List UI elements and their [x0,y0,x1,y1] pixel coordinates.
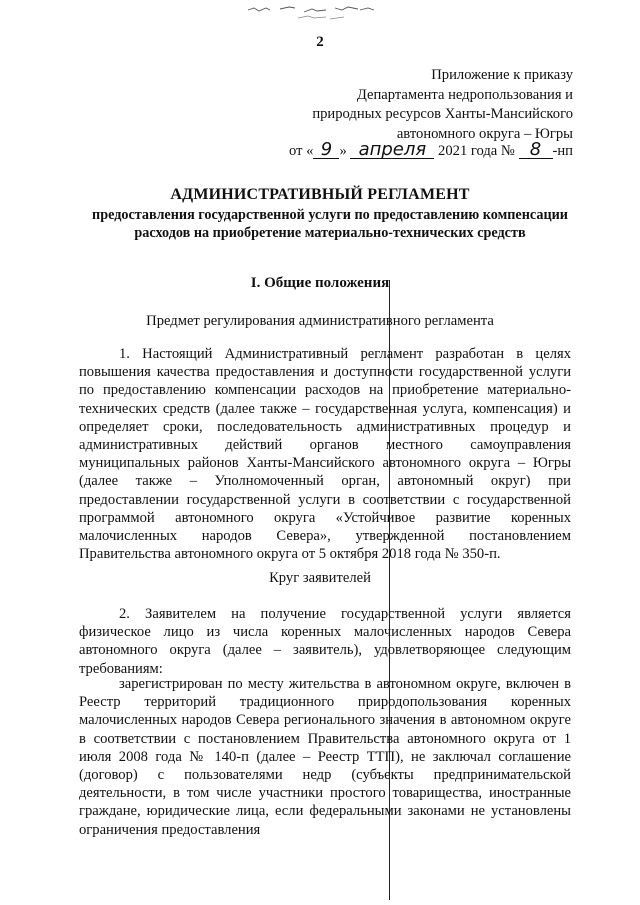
paragraph: 2. Заявителем на получение государственной услуги является физическое лицо из числа коренных малочисленных народов Севера автономного округа (далее – заявитель), удовлетворяющее следующим требованиям: [79,606,571,677]
paragraph-block [79,345,571,563]
date-prefix: от « [289,143,314,159]
paragraph-block [79,675,571,839]
handwritten-month: апреля [350,142,434,159]
order-suffix: -нп [552,143,573,159]
paragraph-block [79,605,571,678]
annex-block [312,66,573,144]
annex-line: автономного округа – Югры [396,125,573,142]
annex-line: природных ресурсов Ханты-Мансийского [312,106,573,122]
annex-line: Приложение к приказу [431,67,573,83]
subsection-heading: Предмет регулирования административного регламента [146,313,494,329]
document-subtitle: предоставления государственной услуги по предоставлению компенсации расходов на приобретение материально-технических средств [92,207,568,241]
scan-artifact [240,2,390,24]
page-number: 2 [316,34,324,50]
order-date-line [289,139,573,161]
handwritten-order-number: 8 [519,142,553,159]
paragraph: 1. Настоящий Административный регламент разработан в целях повышения качества предоставления и доступности государственной услуги по предоставлению компенсации расходов на приобретение материально-технических средств (далее также – государственная услуга, компенсация) и определяет сроки, последовательность административных процедур и административных действий органов местного самоуправления муниципальных районов Ханты-Мансийского автономного округа – Югры (далее также – Уполномоченный орган, автономный округ) при предоставлении государственной услуги в соответствии с государственной программой автономного округа «Устойчивое развитие коренных малочисленных народов Севера», утвержденной постановлением Правительства автономного округа от 5 октября 2018 года № 350-п. [79,346,571,563]
subsection-heading: Круг заявителей [269,570,371,586]
handwritten-day: 9 [313,142,339,159]
document-title: АДМИНИСТРАТИВНЫЙ РЕГЛАМЕНТ [170,186,470,203]
date-mid: » [339,143,347,159]
section-heading: I. Общие положения [250,275,390,291]
paragraph: зарегистрирован по месту жительства в автономном округе, включен в Реестр территорий традиционного природопользования коренных малочисленных народов Севера регионального значения в автономном округе в соответствии с постановлением Правительства автономного округа от 1 июля 2008 года № 140-п (далее – Реестр ТТП), не заключал соглашение (договор) с пользователями недр (субъекты предпринимательской деятельности, в том числе участники простого товарищества, иностранные граждане, юридические лица, если федеральными законами не установлены ограничения предоставления [79,676,571,838]
date-year: 2021 года № [438,143,515,159]
annex-line: Департамента недропользования и [356,86,573,103]
